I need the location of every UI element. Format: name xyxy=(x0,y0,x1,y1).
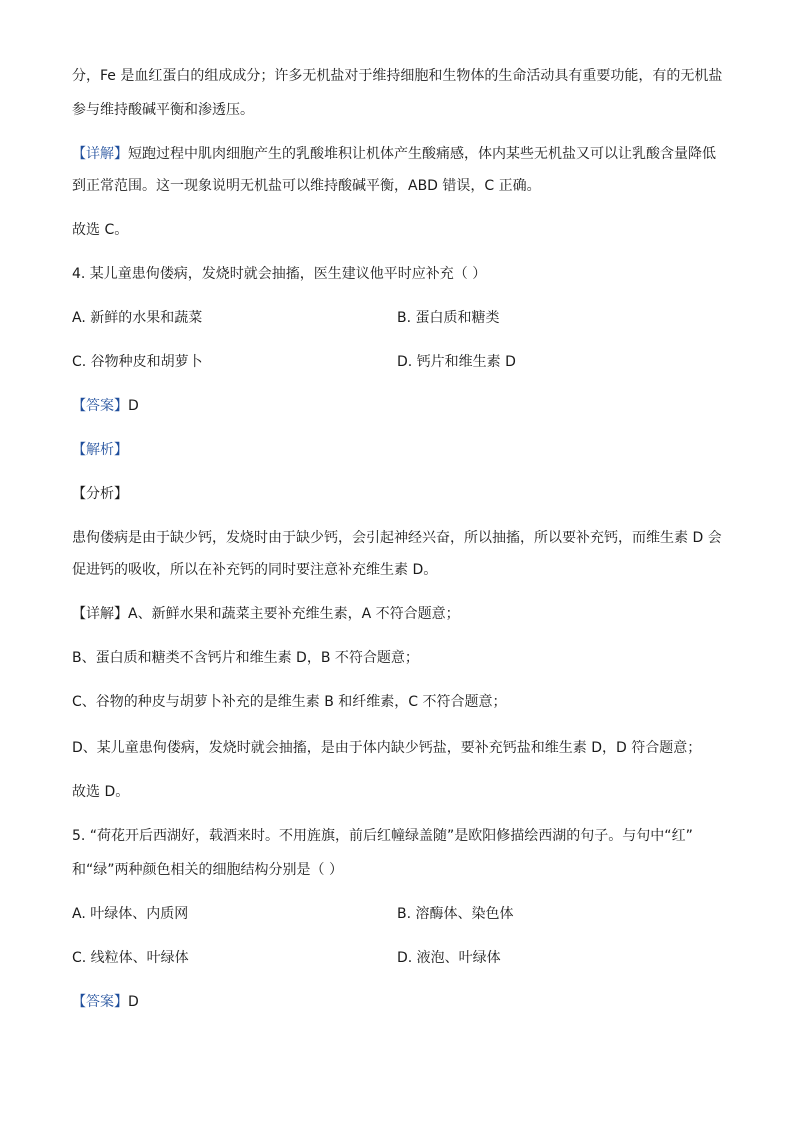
q5-option-b: B. 溶酶体、染色体 xyxy=(397,906,514,922)
q4-fenxi-line-2: 促进钙的吸收，所以在补充钙的同时要注意补充维生素 D。 xyxy=(72,562,438,578)
q4-option-c: C. 谷物种皮和胡萝卜 xyxy=(72,354,203,370)
explanation-line-2: 参与维持酸碱平衡和渗透压。 xyxy=(72,102,254,118)
q4-detail-c: C、谷物的种皮与胡萝卜补充的是维生素 B 和纤维素，C 不符合题意； xyxy=(72,694,507,710)
detail-a-text: A、新鲜水果和蔬菜主要补充维生素，A 不符合题意； xyxy=(128,606,460,622)
q4-detail-a xyxy=(72,604,460,624)
detail-text: 短跑过程中肌肉细胞产生的乳酸堆积让机体产生酸痛感，体内某些无机盐又可以让乳酸含量降低 xyxy=(128,146,716,162)
detail-tag: 【详解】 xyxy=(72,146,128,162)
q5-option-d: D. 液泡、叶绿体 xyxy=(397,950,501,966)
q4-fenxi-line-1: 患佝偻病是由于缺少钙，发烧时由于缺少钙，会引起神经兴奋，所以抽搐，所以要补充钙，而维生素 D 会 xyxy=(72,530,722,546)
q4-option-b: B. 蛋白质和糖类 xyxy=(397,310,500,326)
choice-line: 故选 C。 xyxy=(72,222,129,238)
answer-value: D xyxy=(128,994,139,1010)
question-5-stem-line-1: 5. “荷花开后西湖好，载酒来时。不用旌旗，前后红幢绿盖随”是欧阳修描绘西湖的句子。与句中“红” xyxy=(72,828,693,844)
q5-option-c: C. 线粒体、叶绿体 xyxy=(72,950,189,966)
q4-choice: 故选 D。 xyxy=(72,784,130,800)
q4-answer xyxy=(72,396,139,416)
q4-option-a: A. 新鲜的水果和蔬菜 xyxy=(72,310,203,326)
answer-tag: 【答案】 xyxy=(72,398,128,414)
q4-fenxi-tag: 【分析】 xyxy=(72,486,128,502)
answer-tag: 【答案】 xyxy=(72,994,128,1010)
q4-analysis-tag: 【解析】 xyxy=(72,442,128,458)
detail-tag: 【详解】 xyxy=(72,606,128,622)
q4-option-d: D. 钙片和维生素 D xyxy=(397,354,516,370)
answer-value: D xyxy=(128,398,139,414)
question-5-stem-line-2: 和“绿”两种颜色相关的细胞结构分别是（ ） xyxy=(72,862,343,878)
question-4-stem: 4. 某儿童患佝偻病，发烧时就会抽搐，医生建议他平时应补充（ ） xyxy=(72,266,487,282)
detail-line-1 xyxy=(72,144,716,164)
q4-detail-b: B、蛋白质和糖类不含钙片和维生素 D，B 不符合题意； xyxy=(72,650,419,666)
q5-option-a: A. 叶绿体、内质网 xyxy=(72,906,189,922)
detail-line-2: 到正常范围。这一现象说明无机盐可以维持酸碱平衡，ABD 错误，C 正确。 xyxy=(72,178,541,194)
q5-answer xyxy=(72,992,139,1012)
explanation-line-1: 分，Fe 是血红蛋白的组成成分；许多无机盐对于维持细胞和生物体的生命活动具有重要功能，有的无机盐 xyxy=(72,68,723,84)
q4-detail-d: D、某儿童患佝偻病，发烧时就会抽搐，是由于体内缺少钙盐，要补充钙盐和维生素 D，D 符合题意； xyxy=(72,740,702,756)
